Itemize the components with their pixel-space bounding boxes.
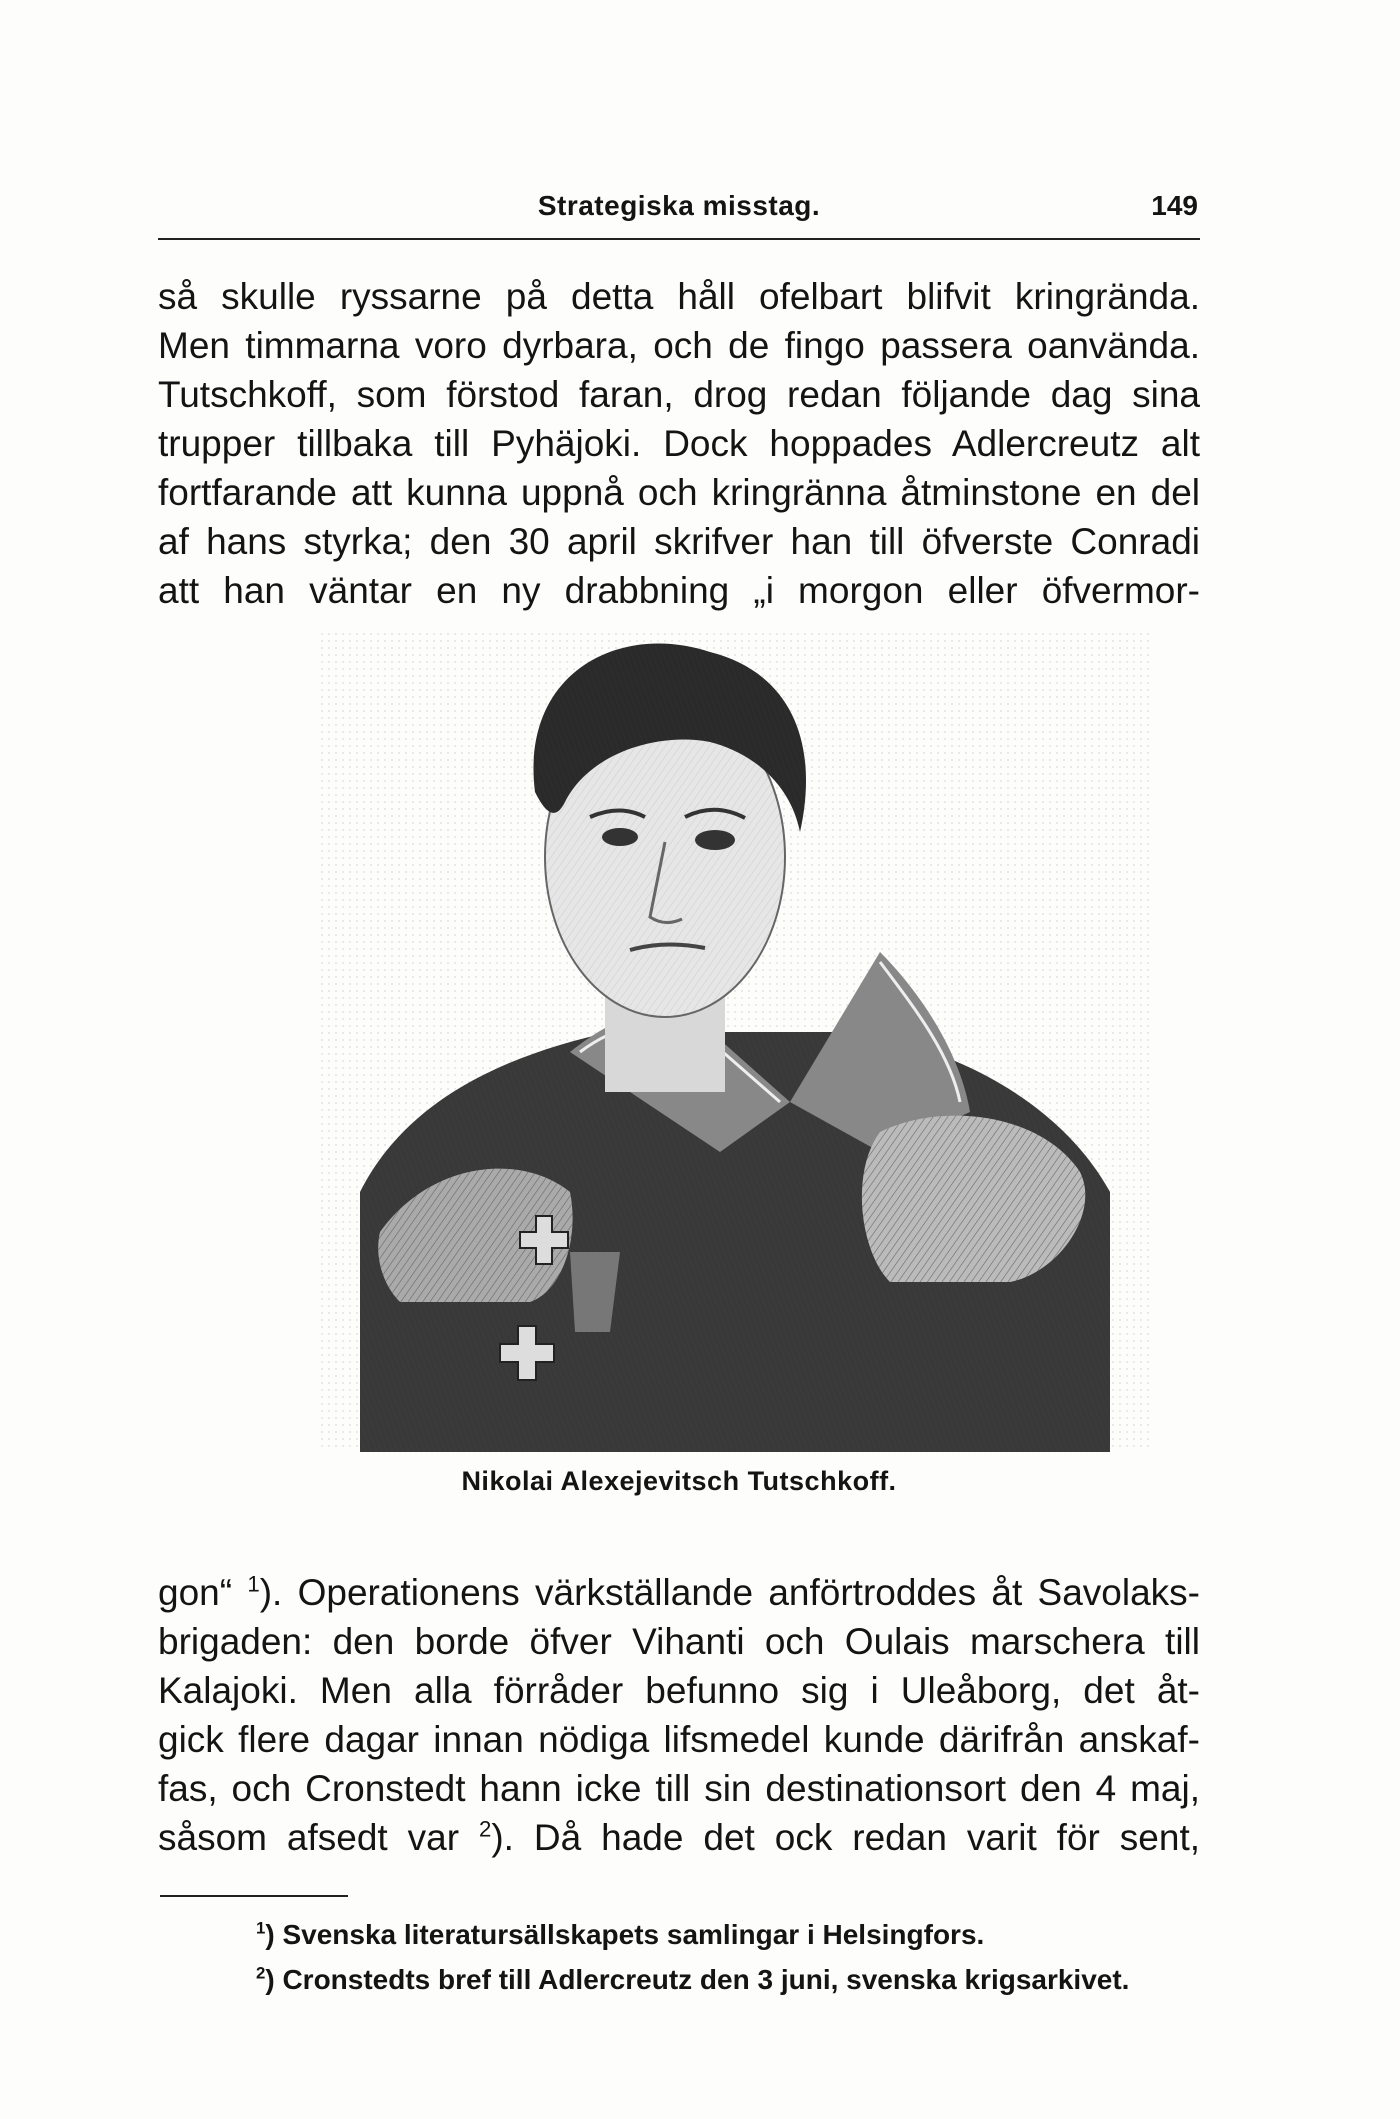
text-fragment: gon“	[158, 1572, 233, 1613]
text-line	[158, 1568, 1200, 1617]
header-rule	[158, 238, 1200, 240]
running-title: Strategiska misstag.	[537, 190, 821, 221]
text-line: gick flere dagar innan nödiga lifsmedel kunde därifrån anskaf-	[158, 1719, 1200, 1760]
text-fragment: ). Då hade det ock redan varit för sent,	[491, 1817, 1201, 1858]
running-head	[158, 190, 1200, 230]
footnote-marker: 1	[256, 1918, 266, 1938]
footnotes	[256, 1912, 1206, 2002]
text-line: af hans styrka; den 30 april skrifver han till öfverste Conradi	[158, 521, 1200, 562]
eye-left	[602, 828, 638, 846]
footnote-reference: 2	[479, 1816, 492, 1842]
page-number: 149	[1151, 190, 1198, 221]
footnote	[256, 1912, 1206, 1957]
body-text-top	[158, 272, 1200, 615]
text-line: Kalajoki. Men alla förråder befunno sig i Uleåborg, det åt-	[158, 1670, 1200, 1711]
footnote	[256, 1957, 1206, 2002]
text-line: trupper tillbaka till Pyhäjoki. Dock hoppades Adlercreutz alt	[158, 423, 1200, 464]
text-line: fortfarande att kunna uppnå och kringränna åtminstone en del	[158, 472, 1200, 513]
body-text-bottom	[158, 1568, 1200, 1862]
footnote-text: ) Svenska literatursällskapets samlingar i Helsingfors.	[265, 1919, 985, 1950]
portrait-engraving	[320, 632, 1150, 1452]
text-line: Men timmarna voro dyrbara, och de fingo passera oanvända.	[158, 325, 1200, 366]
figure-caption: Nikolai Alexejevitsch Tutschkoff.	[461, 1466, 897, 1496]
text-line: brigaden: den borde öfver Vihanti och Oulais marschera till	[158, 1621, 1200, 1662]
text-fragment: såsom afsedt var	[158, 1817, 460, 1858]
text-line: att han väntar en ny drabbning „i morgon eller öfvermor-	[158, 570, 1200, 611]
footnote-text: ) Cronstedts bref till Adlercreutz den 3 juni, svenska krigsarkivet.	[265, 1964, 1130, 1995]
text-line: så skulle ryssarne på detta håll ofelbart blifvit kringrända.	[158, 276, 1200, 317]
footnote-marker: 2	[256, 1963, 266, 1983]
eye-right	[695, 830, 735, 850]
text-line: fas, och Cronstedt hann icke till sin destinationsort den 4 maj,	[158, 1768, 1200, 1809]
text-fragment: ). Operationens värkställande anförtroddes åt Savolaks-	[259, 1572, 1200, 1613]
footnote-rule	[160, 1895, 348, 1897]
footnote-reference: 1	[247, 1571, 260, 1597]
text-line: Tutschkoff, som förstod faran, drog redan följande dag sina	[158, 374, 1200, 415]
text-line	[158, 1813, 1200, 1862]
